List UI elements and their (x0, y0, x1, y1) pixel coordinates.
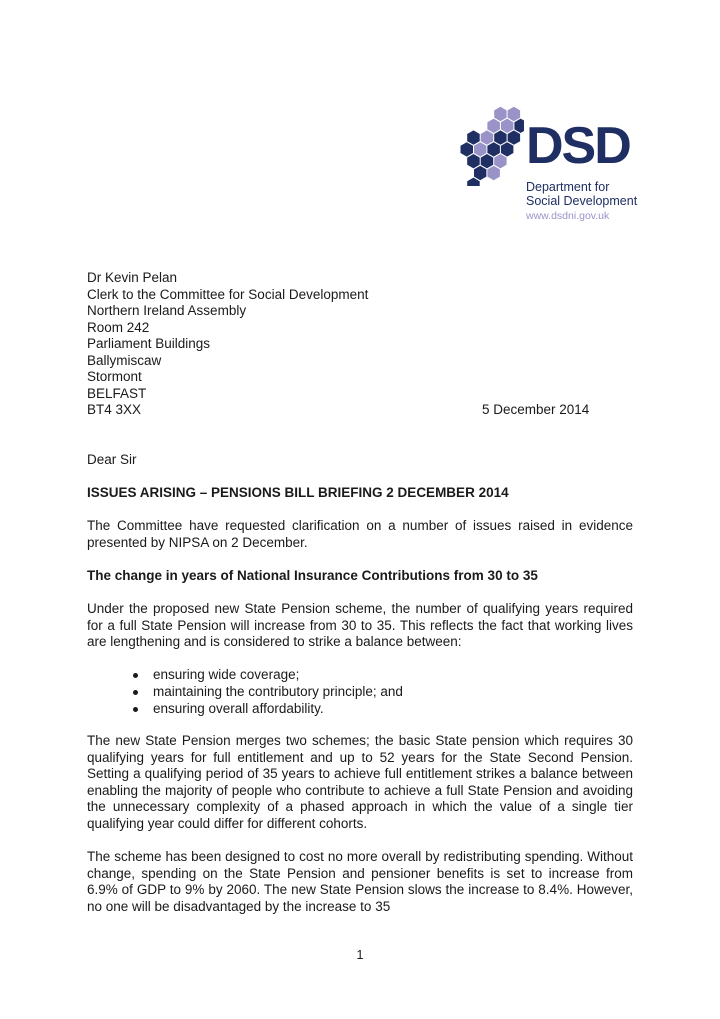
hexagon-icon (474, 166, 486, 180)
letter-date: 5 December 2014 (482, 402, 590, 417)
section-heading: The change in years of National Insurance Contributions from 30 to 35 (87, 568, 538, 583)
logo-department-line: Department for (526, 180, 610, 194)
page-number: 1 (356, 948, 364, 962)
address-line: Parliament Buildings (87, 336, 211, 351)
subject-line: ISSUES ARISING – PENSIONS BILL BRIEFING 2 DECEMBER 2014 (87, 485, 509, 500)
hexagon-icon (487, 142, 500, 156)
address-line: Clerk to the Committee for Social Development (87, 286, 369, 302)
cost-paragraph: The scheme has been designed to cost no more overall by redistributing spending. Without change, spending on the State Pension and pensioner benefits is set to increase from 6.9% of GDP to 9% by 2060. The new State Pension slows the increase to 8.4%. However, no one will be disadvantaged by the increase to 35 (87, 849, 633, 914)
bullet-text: ensuring wide coverage; (153, 667, 300, 682)
address-line: BT4 3XX (87, 402, 142, 417)
hexagon-icon (487, 119, 500, 133)
hexagon-icon (508, 107, 520, 121)
address-line: Northern Ireland Assembly (87, 303, 247, 318)
bullet-icon (133, 690, 138, 695)
hexagon-icon (461, 142, 474, 156)
bullet-icon (133, 673, 138, 678)
address-line: Ballymiscaw (87, 352, 162, 368)
hexagon-icon (487, 166, 500, 180)
recipient-address (87, 270, 633, 419)
address-line: BELFAST (87, 385, 147, 401)
salutation: Dear Sir (87, 452, 137, 467)
hexagon-icon (467, 130, 480, 144)
hexagon-icon (481, 154, 494, 168)
address-line: Stormont (87, 369, 142, 384)
change-paragraph: Under the proposed new State Pension scheme, the number of qualifying years required for a full State Pension will increase from 30 to 35. This reflects the fact that working lives are lengthening and is considered to strike a balance between: (87, 601, 633, 649)
hexagon-icon (508, 130, 520, 144)
bullet-list (133, 667, 403, 718)
bullet-text: maintaining the contributory principle; and (153, 684, 403, 699)
dsd-logo (452, 106, 642, 226)
hexagon-icon (494, 154, 506, 168)
list-item (133, 684, 403, 701)
logo-mark: DSD (526, 117, 630, 175)
intro-paragraph: The Committee have requested clarification on a number of issues raised in evidence presented by NIPSA on 2 December. (87, 518, 633, 550)
bullet-icon (133, 707, 138, 712)
logo-social-development-line: Social Development (526, 194, 638, 208)
hexagon-icon (481, 130, 494, 144)
hexagon-icon (501, 119, 514, 133)
hexagon-cluster-icon (452, 106, 524, 186)
hexagon-icon (501, 142, 514, 156)
hexagon-icon (467, 178, 480, 186)
merge-paragraph: The new State Pension merges two schemes; the basic State pension which requires 30 qualifying years for full entitlement and up to 52 years for the State Second Pension. Setting a qualifying period of 35 years to achieve full entitlement strikes a balance between enabling the majority of people who contribute to achieve a full State Pension and avoiding the unnecessary complexity of a phased approach in which the value of a single tier qualifying year could differ for different cohorts. (87, 733, 633, 831)
list-item (133, 667, 403, 684)
bullet-text: ensuring overall affordability. (153, 701, 324, 716)
hexagon-icon (514, 119, 524, 133)
hexagon-icon (494, 107, 506, 121)
hexagon-icon (474, 142, 486, 156)
hexagon-icon (467, 154, 480, 168)
address-line: Room 242 (87, 319, 150, 335)
hexagon-icon (494, 130, 506, 144)
logo-website: www.dsdni.gov.uk (526, 210, 610, 222)
address-line: Dr Kevin Pelan (87, 270, 178, 285)
list-item (133, 701, 403, 718)
